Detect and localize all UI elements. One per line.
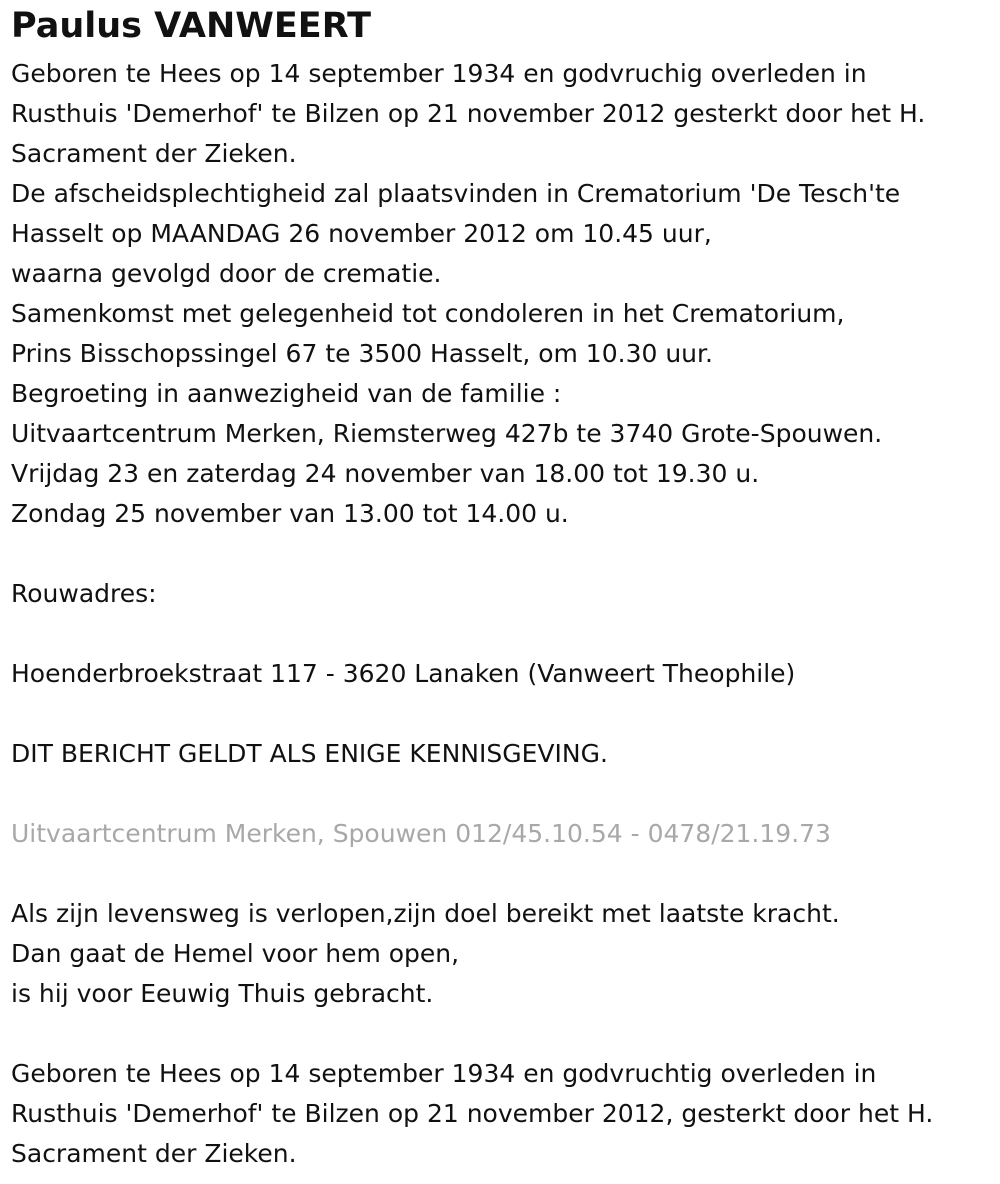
spacer — [11, 614, 1000, 654]
announcement-block — [11, 54, 1000, 534]
closing-line: Rusthuis 'Demerhof' te Bilzen op 21 november 2012, gesterkt door het H. — [11, 1099, 934, 1128]
mourning-address: Hoenderbroekstraat 117 - 3620 Lanaken (Vanweert Theophile) — [11, 659, 796, 688]
closing-block — [11, 1054, 1000, 1174]
funeral-home-contact: Uitvaartcentrum Merken, Spouwen 012/45.10.54 - 0478/21.19.73 — [11, 819, 831, 848]
mourning-address-label: Rouwadres: — [11, 579, 157, 608]
announcement-line: waarna gevolgd door de crematie. — [11, 259, 442, 288]
announcement-line: De afscheidsplechtigheid zal plaatsvinden in Crematorium 'De Tesch'te — [11, 179, 901, 208]
spacer — [11, 534, 1000, 574]
poem-line: Dan gaat de Hemel voor hem open, — [11, 939, 460, 968]
announcement-line: Prins Bisschopssingel 67 te 3500 Hasselt, om 10.30 uur. — [11, 339, 713, 368]
announcement-line: Vrijdag 23 en zaterdag 24 november van 18.00 tot 19.30 u. — [11, 459, 760, 488]
spacer — [11, 774, 1000, 814]
poem-line: Als zijn levensweg is verlopen,zijn doel bereikt met laatste kracht. — [11, 899, 840, 928]
deceased-name: Paulus VANWEERT — [11, 6, 371, 46]
announcement-line: Zondag 25 november van 13.00 tot 14.00 u. — [11, 499, 569, 528]
obituary-notice — [11, 6, 1000, 1174]
announcement-line: Rusthuis 'Demerhof' te Bilzen op 21 november 2012 gesterkt door het H. — [11, 99, 926, 128]
announcement-line: Samenkomst met gelegenheid tot condoleren in het Crematorium, — [11, 299, 845, 328]
sole-notice-statement: DIT BERICHT GELDT ALS ENIGE KENNISGEVING. — [11, 739, 608, 768]
closing-line: Geboren te Hees op 14 september 1934 en godvruchtig overleden in — [11, 1059, 877, 1088]
spacer — [11, 854, 1000, 894]
announcement-line: Hasselt op MAANDAG 26 november 2012 om 10.45 uur, — [11, 219, 712, 248]
announcement-line: Sacrament der Zieken. — [11, 139, 297, 168]
closing-line: Sacrament der Zieken. — [11, 1139, 297, 1168]
spacer — [11, 1014, 1000, 1054]
announcement-line: Begroeting in aanwezigheid van de familie : — [11, 379, 562, 408]
spacer — [11, 694, 1000, 734]
poem-line: is hij voor Eeuwig Thuis gebracht. — [11, 979, 434, 1008]
announcement-line: Uitvaartcentrum Merken, Riemsterweg 427b te 3740 Grote-Spouwen. — [11, 419, 883, 448]
memorial-poem — [11, 894, 1000, 1014]
announcement-line: Geboren te Hees op 14 september 1934 en godvruchig overleden in — [11, 59, 867, 88]
